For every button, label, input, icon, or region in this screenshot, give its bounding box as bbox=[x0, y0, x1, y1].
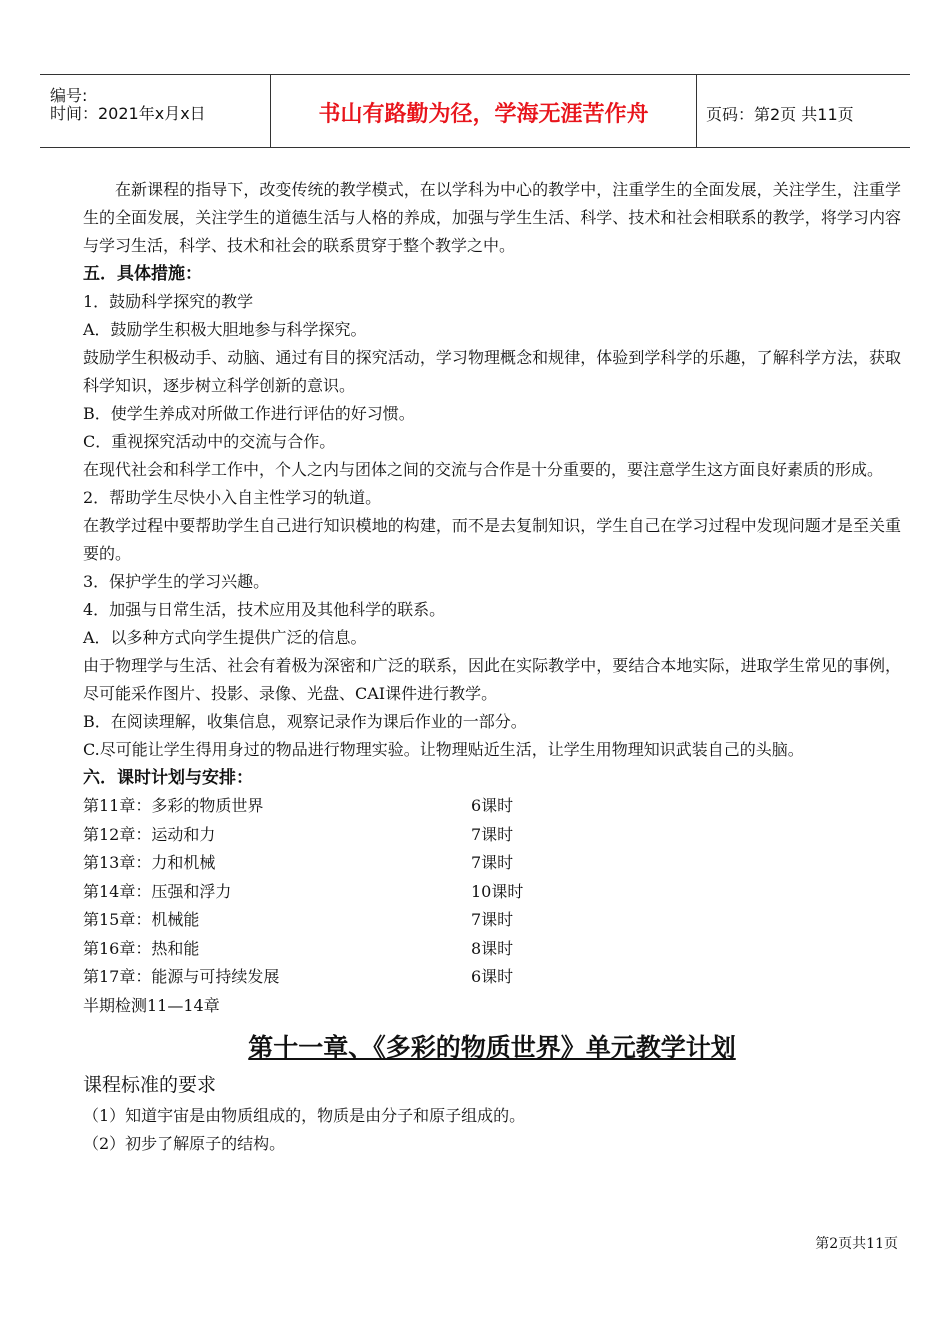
measure-paragraph: B．使学生养成对所做工作进行评估的好习惯。 bbox=[83, 404, 415, 423]
standards-heading: 课程标准的要求 bbox=[83, 1074, 217, 1096]
section-6-heading: 六．课时计划与安排： bbox=[83, 768, 253, 788]
schedule-chapter: 第15章：机械能 bbox=[83, 910, 200, 929]
header-motto-cell bbox=[270, 75, 697, 147]
schedule-hours: 6课时 bbox=[471, 967, 514, 986]
measure-paragraph: 由于物理学与生活、社会有着极为深密和广泛的联系，因此在实际教学中，要结合本地实际，进取学生常见的事例，尽可能采作图片、投影、录像、光盘、CAI课件进行教学。 bbox=[83, 656, 901, 703]
header-page-cell bbox=[696, 75, 910, 147]
schedule-hours: 7课时 bbox=[471, 824, 514, 844]
document-body bbox=[83, 176, 901, 1158]
standards-item: （2）初步了解原子的结构。 bbox=[83, 1134, 286, 1153]
schedule-hours: 7课时 bbox=[471, 853, 514, 872]
schedule-row bbox=[83, 849, 901, 878]
measure-paragraph: B．在阅读理解，收集信息，观察记录作为课后作业的一部分。 bbox=[83, 712, 527, 731]
schedule-chapter: 第13章：力和机械 bbox=[83, 853, 216, 872]
measure-paragraph: C．重视探究活动中的交流与合作。 bbox=[83, 432, 336, 451]
schedule-row bbox=[83, 878, 901, 907]
measure-paragraph: A．以多种方式向学生提供广泛的信息。 bbox=[83, 628, 367, 647]
schedule-chapter: 第11章：多彩的物质世界 bbox=[83, 796, 264, 815]
measure-paragraph: 2．帮助学生尽快小入自主性学习的轨道。 bbox=[83, 488, 382, 507]
measure-paragraph: C.尽可能让学生得用身过的物品进行物理实验。让物理贴近生活，让学生用物理知识武装自己的头脑。 bbox=[83, 740, 804, 759]
measure-paragraph: 3．保护学生的学习兴趣。 bbox=[83, 572, 270, 591]
chapter-title: 第十一章、《多彩的物质世界》单元教学计划 bbox=[248, 1033, 736, 1062]
midterm-label: 半期检测11—14章 bbox=[83, 995, 220, 1015]
midterm-row bbox=[83, 992, 901, 1021]
schedule-row bbox=[83, 963, 901, 992]
page-footer: 第2页共11页 bbox=[815, 1236, 898, 1252]
schedule-chapter: 第17章：能源与可持续发展 bbox=[83, 967, 280, 986]
schedule-hours: 6课时 bbox=[471, 796, 514, 815]
standards-item: （1）知道宇宙是由物质组成的，物质是由分子和原子组成的。 bbox=[83, 1106, 526, 1125]
schedule-chapter: 第16章：热和能 bbox=[83, 938, 200, 958]
measure-paragraph: 鼓励学生积极动手、动脑、通过有目的探究活动，学习物理概念和规律，体验到学科学的乐趣，了解科学方法，获取科学知识，逐步树立科学创新的意识。 bbox=[83, 348, 901, 395]
schedule-hours: 10课时 bbox=[471, 881, 524, 901]
schedule-chapter: 第14章：压强和浮力 bbox=[83, 881, 232, 901]
schedule-row bbox=[83, 906, 901, 935]
schedule-list bbox=[83, 792, 901, 1020]
schedule-row bbox=[83, 792, 901, 821]
section-5-heading: 五．具体措施： bbox=[83, 264, 202, 284]
intro-paragraph: 在新课程的指导下，改变传统的教学模式，在以学科为中心的教学中，注重学生的全面发展，关注学生，注重学生的全面发展，关注学生的道德生活与人格的养成，加强与学生生活、科学、技术和社会相联系的教学，将学习内容与学习生活，科学、技术和社会的联系贯穿于整个教学之中。 bbox=[83, 180, 901, 255]
schedule-row bbox=[83, 935, 901, 964]
header-meta-cell bbox=[40, 75, 270, 147]
document-header bbox=[40, 74, 910, 148]
measure-paragraph: 1．鼓励科学探究的教学 bbox=[83, 292, 254, 311]
schedule-row bbox=[83, 821, 901, 850]
document-time-label: 时间：2021年x月x日 bbox=[50, 104, 206, 123]
schedule-hours: 8课时 bbox=[471, 938, 514, 958]
header-motto: 书山有路勤为径，学海无涯苦作舟 bbox=[318, 102, 649, 127]
measure-paragraph: 在教学过程中要帮助学生自己进行知识模地的构建，而不是去复制知识，学生自己在学习过程中发现问题才是至关重要的。 bbox=[83, 516, 901, 563]
measure-paragraph: A．鼓励学生积极大胆地参与科学探究。 bbox=[83, 320, 367, 339]
measure-paragraph: 在现代社会和科学工作中，个人之内与团体之间的交流与合作是十分重要的，要注意学生这方面良好素质的形成。 bbox=[83, 460, 884, 479]
schedule-chapter: 第12章：运动和力 bbox=[83, 824, 216, 844]
document-number-label: 编号: bbox=[50, 86, 88, 105]
header-page-label: 页码：第2页 共11页 bbox=[706, 105, 854, 124]
measure-paragraph: 4．加强与日常生活，技术应用及其他科学的联系。 bbox=[83, 600, 446, 619]
schedule-hours: 7课时 bbox=[471, 910, 514, 929]
